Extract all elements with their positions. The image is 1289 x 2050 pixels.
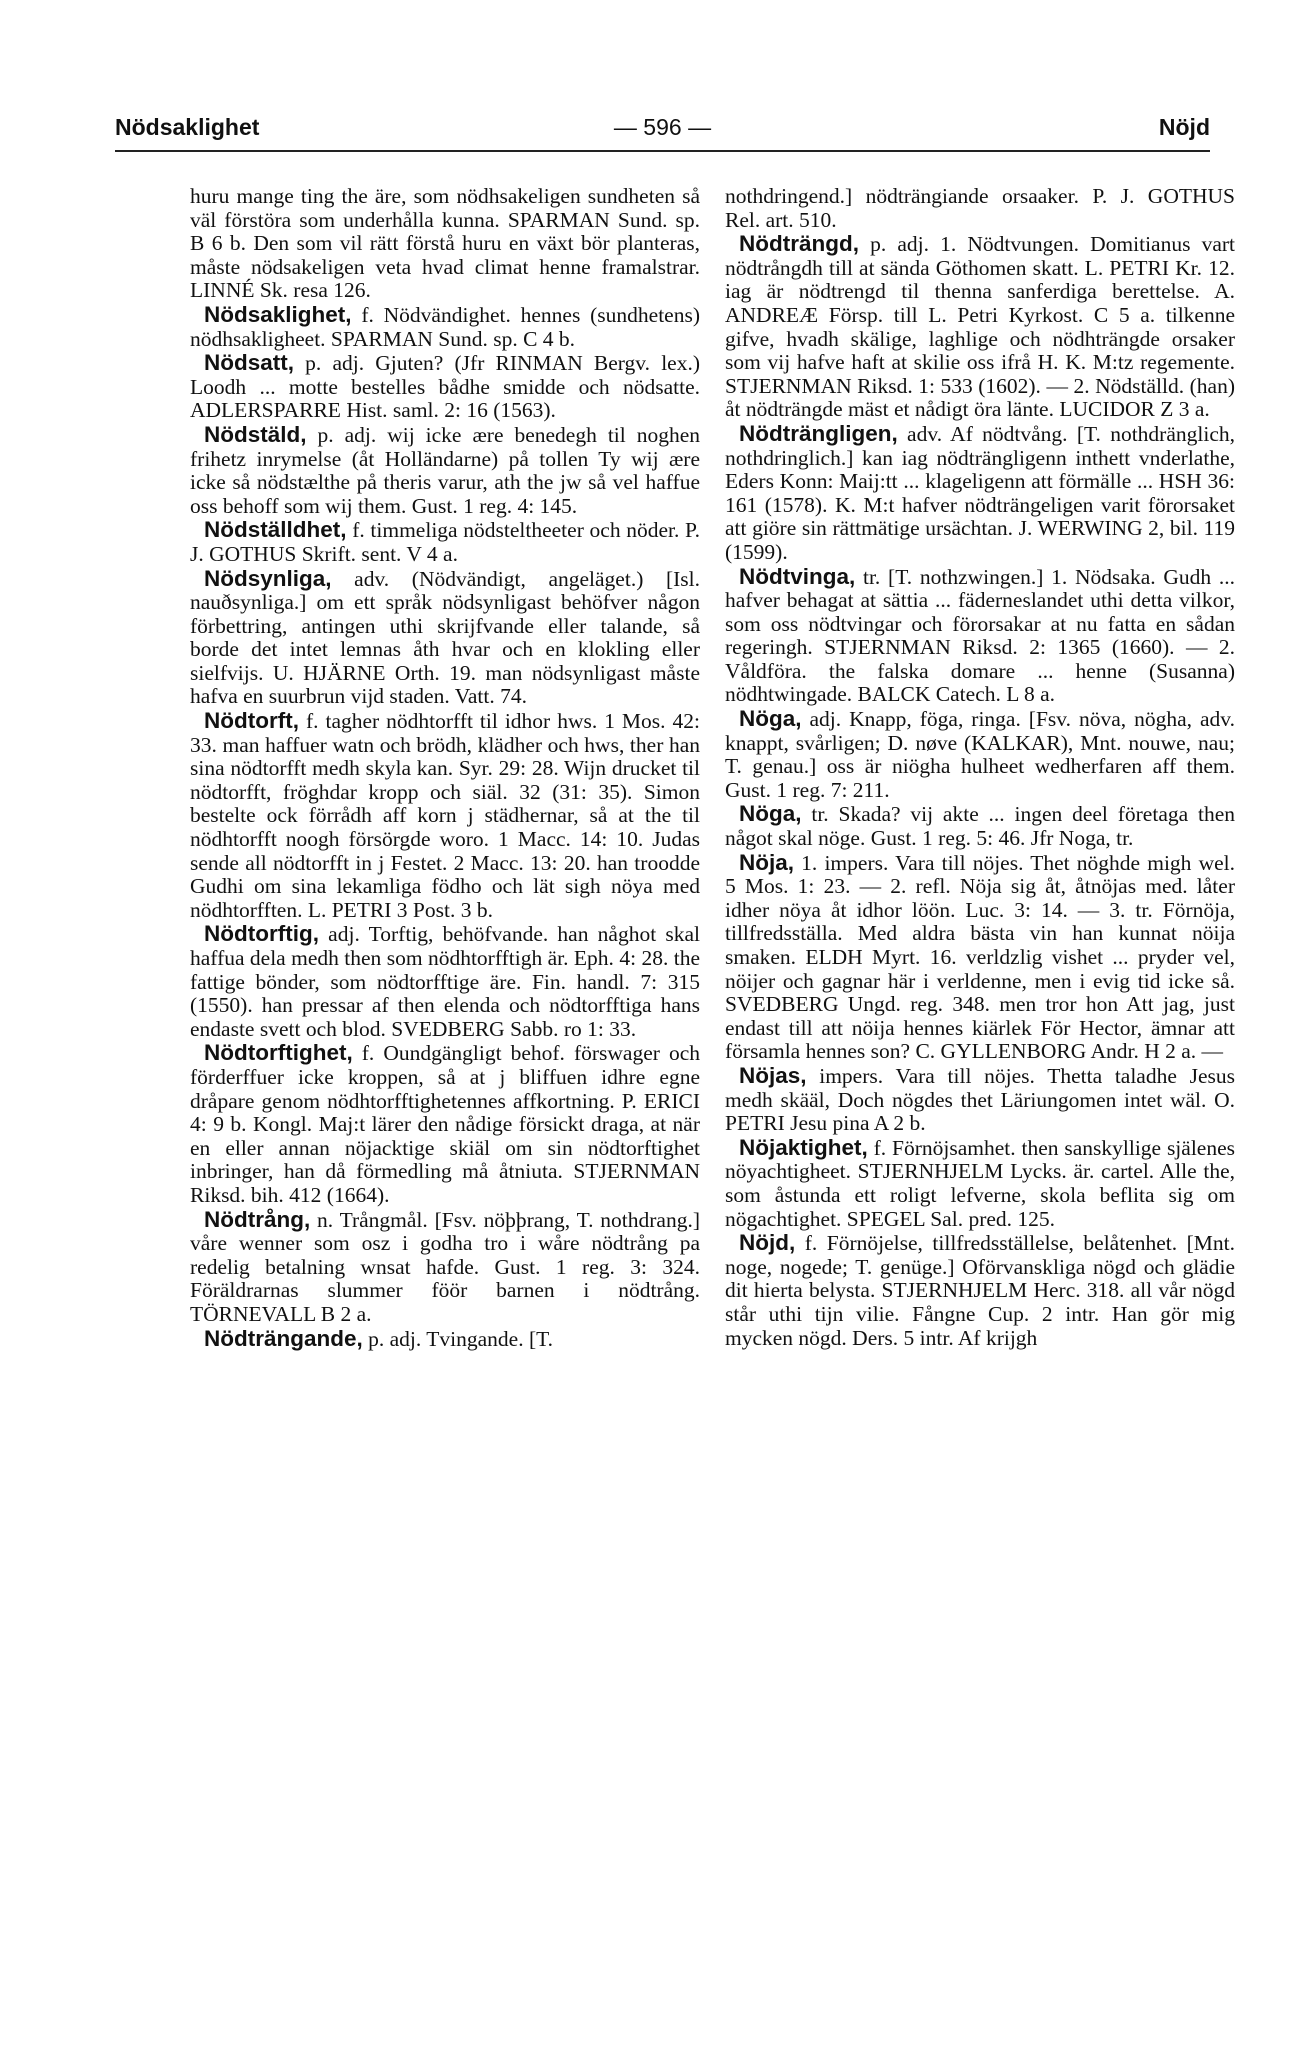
- entry-text: adv. (Nödvändigt, angeläget.) [Isl. nauðsynliga.] om ett språk nödsynligast behöfver någon förbettring, antingen uthi skrijfvande eller talande, så borde det intet lemnas åth hvar och en klokling eller sielfvijs. U. HJÄRNE Orth. 19. man nödsynligast måste hafva en suurbrun vijd staden. Vatt. 74.: [190, 566, 701, 709]
- header-last-entry: Nöjd: [1158, 114, 1210, 140]
- dictionary-entry: [190, 303, 700, 351]
- entry-headword: Nödsaklighet,: [204, 301, 352, 327]
- header-first-entry: Nödsaklighet: [115, 114, 260, 140]
- entry-text: nothdringend.] nödträngiande orsaaker. P. J. GOTHUS Rel. art. 510.: [725, 184, 1235, 232]
- entry-text: f. Förnöjelse, tillfredsställelse, belåtenhet. [Mnt. noge, nogede; T. genüge.] Oförvanskliga nögd och glädie dit hierta belysta. STJERNHJELM Herc. 318. all vår nögd står uthi tijn vilie. Fångne Cup. 2 intr. Han gör mig mycken nögd. Ders. 5 intr. Af krijgh: [725, 1231, 1235, 1350]
- dictionary-entry: [725, 1136, 1235, 1231]
- dictionary-entry: [725, 565, 1235, 708]
- dictionary-entry: [190, 518, 700, 566]
- entry-text: adv. Af nödtvång. [T. nothdränglich, nothdringlich.] kan iag nödträngligenn inthett vnderlathe, Eders Konn: Maij:tt ... klageligenn att förmälle ... HSH 36: 161 (1578). K. M:t hafver nödträngeligen varit förorsaket att giöre sin rättmätige ursächtan. J. WERWING 2, bil. 119 (1599).: [725, 421, 1235, 564]
- dictionary-entry: [190, 1327, 700, 1352]
- dictionary-entry: [725, 707, 1235, 802]
- dictionary-entry: [190, 567, 700, 710]
- entry-headword: Nöja,: [739, 849, 795, 875]
- dictionary-entry: [725, 851, 1235, 1064]
- right-column: [725, 185, 1235, 1350]
- entry-text: f. Oundgängligt behof. förswager och förderffuer icke kroppen, så at j bliffuen idhre egne dråpare genom nödhtorfftighetennes affkortning. P. ERICI 4: 9 b. Kongl. Maj:t lärer den nådige försickt draga, at när en eller annan nöjacktige skiäl om sin nödtorftighet inbringer, han då förmedling må åtniuta. STJERNMAN Riksd. bih. 412 (1664).: [190, 1041, 701, 1207]
- dictionary-entry: [190, 351, 700, 423]
- entry-headword: Nödtvinga,: [739, 563, 856, 589]
- left-column: [190, 185, 700, 1351]
- entry-headword: Nödställdhet,: [204, 517, 347, 543]
- entry-headword: Nödtrång,: [204, 1206, 311, 1232]
- entry-text: p. adj. Gjuten? (Jfr RINMAN Bergv. lex.) Loodh ... motte bestelles bådhe smidde och nödsatte. ADLERSPARRE Hist. saml. 2: 16 (1563).: [190, 351, 700, 423]
- entry-headword: Nöjaktighet,: [739, 1134, 868, 1160]
- entry-text: f. Förnöjsamhet. then sanskyllige själenes nöyachtigheet. STJERNHJELM Lycks. är. cartel. Alle the, som åstunda ett roligt lefverne, skola beflita sig om nögachtighet. SPEGEL Sal. pred. 125.: [725, 1135, 1236, 1231]
- dictionary-entry: [725, 232, 1235, 422]
- entry-headword: Nödsatt,: [204, 350, 294, 376]
- entry-headword: Nödträngligen,: [739, 420, 898, 446]
- dictionary-entry: [190, 423, 700, 518]
- entry-headword: Nöga,: [739, 801, 802, 827]
- entry-headword: Nöjd,: [739, 1230, 796, 1256]
- entry-text: n. Trångmål. [Fsv. nöþþrang, T. nothdrang.] våre wenner som osz i godha tro i wåre nödtrång pa redelig betalning wnsat hafde. Gust. 1 reg. 3: 324. Föräldrarnas slummer föör barnen i nödtrång. TÖRNEVALL B 2 a.: [190, 1207, 700, 1326]
- entry-headword: Nödträngd,: [739, 231, 859, 257]
- entry-headword: Nöga,: [739, 706, 802, 732]
- entry-headword: Nödsynliga,: [204, 565, 332, 591]
- entry-text: tr. Skada? vij akte ... ingen deel företaga then något skal nöge. Gust. 1 reg. 5: 46. Jfr Noga, tr.: [725, 802, 1235, 851]
- entry-text: impers. Vara till nöjes. Thetta taladhe Jesus medh skääl, Doch nögdes thet Läriungomen intet wäl. O. PETRI Jesu pina A 2 b.: [725, 1063, 1235, 1136]
- entry-headword: Nödstäld,: [204, 421, 307, 447]
- dictionary-entry: [190, 709, 700, 922]
- entry-text: f. tagher nödhtorfft til idhor hws. 1 Mos. 42: 33. man haffuer watn och brödh, klädher och hws, ther han sina nödtorfft medh skyla kan. Syr. 29: 28. Wijn drucket til nödtorfft, fröghdar kropp och siäl. 32 (31: 35). Simon bestelte ock förrådh aff korn j städhernar, så at the til nödhtorfft noogh försörgde woro. 1 Macc. 14: 10. Judas sende all nödtorfft in j Festet. 2 Macc. 13: 20. han troodde Gudhi om sina lekamliga födho och lät sigh nöya med nödhtorfften. L. PETRI 3 Post. 3 b.: [190, 709, 700, 922]
- dictionary-entry: [725, 422, 1235, 565]
- entry-text: f. Nödvändighet. hennes (sundhetens) nödhsakligheet. SPARMAN Sund. sp. C 4 b.: [190, 302, 700, 351]
- entry-text: 1. impers. Vara till nöjes. Thet nöghde migh wel. 5 Mos. 1: 23. — 2. refl. Nöja sig åt, åtnöjas med. låter idher nöya åt idhor löön. Luc. 3: 14. — 3. tr. Förnöja, tillfredsställa. Med aldra bästa vin han kunnat nöija smaken. ELDH Myrt. 16. verldzlig vishet ... pryder vel, nöijer och gagnar här i verldenne, men i evig tid icke så. SVEDBERG Ungd. reg. 348. men tror hon Att jag, just endast till att nöija hennes kiärlek För Hector, ämnar att församla hennes son? C. GYLLENBORG Andr. H 2 a. —: [725, 850, 1235, 1064]
- entry-text: huru mange ting the äre, som nödhsakeligen sundheten så väl förstöra som underhålla kunna. SPARMAN Sund. sp. B 6 b. Den som vil rätt förstå huru en växt bör planteras, måste nödsakeligen veta hvad climat henne framalstrar. LINNÉ Sk. resa 126.: [190, 184, 700, 303]
- dictionary-entry: [190, 922, 700, 1041]
- entry-headword: Nödträngande,: [204, 1325, 363, 1351]
- entry-text: p. adj. Tvingande. [T.: [368, 1326, 554, 1351]
- page-header: [115, 110, 1210, 152]
- entry-text: adj. Torftig, behöfvande. han någhot skal haffua dela medh then som nödhtorfftigh är. Eph. 4: 28. the fattige bönder, som nödtorfftige äre. Fin. handl. 7: 315 (1550). han pressar af then elenda och nödtorfftiga hans endaste svett och blod. SVEDBERG Sabb. ro 1: 33.: [190, 922, 701, 1041]
- entry-headword: Nödtorftig,: [204, 921, 319, 947]
- dictionary-entry: [725, 1231, 1235, 1350]
- page-number: — 596 —: [613, 114, 712, 140]
- entry-text: tr. [T. nothzwingen.] 1. Nödsaka. Gudh ... hafver behagat at sättia ... fäderneslandet uthi detta vilkor, som oss nödtvingar och förorsakar at nu fatta en sådan regeringh. STJERNMAN Riksd. 2: 1365 (1660). — 2. Våldföra. the falska domare ... henne (Susanna) nödhtwingade. BALCK Catech. L 8 a.: [725, 564, 1235, 707]
- entry-headword: Nödtorft,: [204, 708, 299, 734]
- entry-headword: Nödtorftighet,: [204, 1040, 353, 1066]
- entry-text: adj. Knapp, föga, ringa. [Fsv. növa, nögha, adv. knappt, svårligen; D. nøve (KALKAR), Mnt. nouwe, nau; T. genau.] oss är niögha hulheet wedherfaren aff them. Gust. 1 reg. 7: 211.: [725, 707, 1235, 802]
- entry-text: f. timmeliga nödsteltheeter och nöder. P. J. GOTHUS Skrift. sent. V 4 a.: [190, 518, 701, 566]
- entry-continuation: [190, 185, 700, 303]
- dictionary-entry: [190, 1208, 700, 1327]
- entry-text: p. adj. wij icke ære benedegh til noghen frihetz inrymelse (åt Holländarne) på tollen Ty wij ære icke så nödstælthe på theris varur, ath the jw så vel haffue oss behoff som wij them. Gust. 1 reg. 4: 145.: [190, 422, 701, 518]
- entry-headword: Nöjas,: [739, 1062, 807, 1088]
- entry-text: p. adj. 1. Nödtvungen. Domitianus vart nödtrångdh till at sända Göthomen skatt. L. PETRI Kr. 12. iag är nödtrengd til thenna sanferdiga berettelse. A. ANDREÆ Försp. till L. Petri Kyrkost. C 5 a. tilkenne gifve, hvadh skälige, laghlige och nödhträngde orsaker som vij hafve haft at skilie oss ifrå H. K. M:tz regemente. STJERNMAN Riksd. 1: 533 (1602). — 2. Nödställd. (han) åt nödträngde mäst et nådigt öra länte. LUCIDOR Z 3 a.: [725, 232, 1235, 422]
- entry-continuation: [725, 185, 1235, 232]
- dictionary-entry: [725, 1064, 1235, 1136]
- dictionary-entry: [190, 1041, 700, 1207]
- dictionary-entry: [725, 802, 1235, 850]
